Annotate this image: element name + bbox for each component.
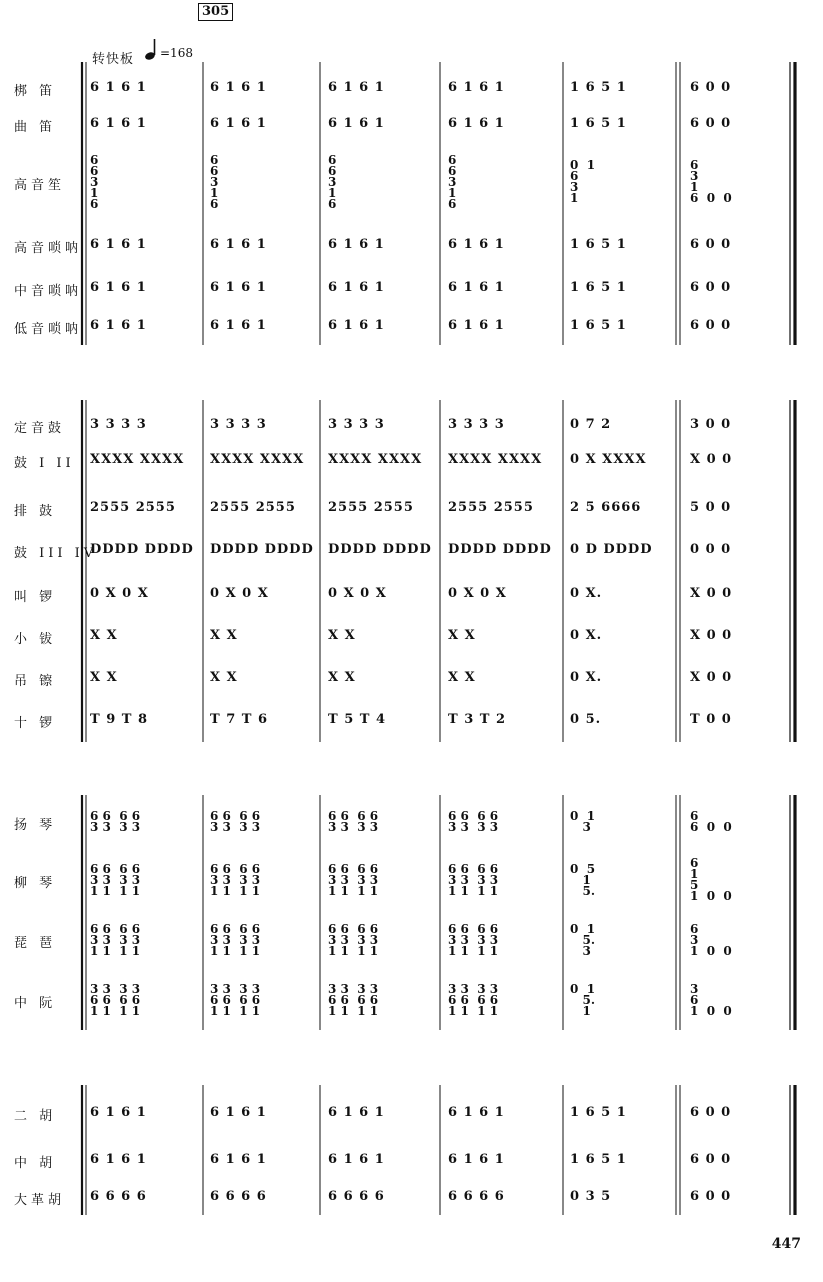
measure-cell: XXXX XXXX: [328, 452, 423, 467]
measure-cell: 2 5 6666: [570, 500, 642, 515]
measure-cell: 6 0 0: [690, 1152, 732, 1167]
measure-cell: 6 0 0: [690, 280, 732, 295]
measure-cell: T 7 T 6: [210, 712, 269, 727]
measure-cell: 6 1 6 1: [448, 280, 505, 295]
measure-cell: 6 0 0: [690, 116, 732, 131]
measure-cell: 6 6 6 6 3 3 3 3 1 1 1 1: [448, 861, 499, 898]
measure-cell: 6 1 6 1: [210, 116, 267, 131]
measure-cell: 3 6 1 0 0: [690, 981, 732, 1018]
measure-cell: 6 6 3 1 6: [448, 152, 457, 211]
measure-cell: 0 5.: [570, 712, 602, 727]
measure-cell: 6 0 0: [690, 237, 732, 252]
measure-cell: 6 6 6 6 3 3 3 3 1 1 1 1: [448, 921, 499, 958]
instrument-label: 梆 笛: [14, 84, 57, 99]
measure-cell: 0 1 5. 3: [570, 921, 596, 958]
measure-cell: 2555 2555: [90, 500, 176, 515]
measure-cell: T 0 0: [690, 712, 732, 727]
measure-cell: 6 1 6 1: [210, 318, 267, 333]
measure-cell: 2555 2555: [210, 500, 296, 515]
measure-cell: X 0 0: [690, 670, 733, 685]
instrument-label: 高音笙: [14, 178, 66, 193]
measure-cell: 6 1 6 1: [90, 80, 147, 95]
measure-cell: 6 0 0: [690, 80, 732, 95]
measure-cell: 0 X XXXX: [570, 452, 647, 467]
measure-cell: 6 1 6 1: [210, 1152, 267, 1167]
measure-cell: 6 0 0: [690, 1105, 732, 1120]
instrument-label: 二 胡: [14, 1109, 57, 1124]
measure-cell: 6 6 6 6 3 3 3 3 1 1 1 1: [328, 861, 379, 898]
instrument-label: 高音唢呐: [14, 241, 83, 256]
instrument-label: 鼓 I II: [14, 456, 75, 471]
measure-cell: 1 6 5 1: [570, 1105, 627, 1120]
instrument-label: 扬 琴: [14, 818, 57, 833]
measure-cell: 6 1 5 1 0 0: [690, 856, 732, 903]
measure-cell: 0 0 0: [690, 542, 732, 557]
measure-cell: 6 6 6 6 3 3 3 3: [90, 809, 141, 834]
measure-cell: DDDD DDDD: [210, 542, 314, 557]
instrument-label: 鼓 III IV: [14, 546, 98, 561]
measure-cell: 3 0 0: [690, 417, 732, 432]
measure-cell: XXXX XXXX: [448, 452, 543, 467]
measure-cell: 6 1 6 1: [448, 237, 505, 252]
instrument-label: 叫 锣: [14, 590, 57, 605]
measure-cell: X X: [210, 670, 238, 685]
measure-cell: 1 6 5 1: [570, 237, 627, 252]
instrument-label: 琵 琶: [14, 936, 57, 951]
measure-cell: 0 X.: [570, 586, 603, 601]
measure-cell: T 9 T 8: [90, 712, 149, 727]
measure-cell: 6 1 6 1: [448, 116, 505, 131]
measure-cell: 0 X 0 X: [210, 586, 269, 601]
measure-cell: 0 5 1 5.: [570, 861, 596, 898]
measure-cell: 6 6 6 6: [328, 1189, 385, 1204]
measure-cell: 6 6 0 0: [690, 809, 732, 834]
measure-cell: X X: [448, 628, 476, 643]
measure-cell: 3 3 3 3: [210, 417, 267, 432]
measure-cell: XXXX XXXX: [210, 452, 305, 467]
measure-cell: 3 3 3 3 6 6 6 6 1 1 1 1: [448, 981, 499, 1018]
measure-cell: 6 3 1 0 0: [690, 921, 732, 958]
instrument-label: 吊 镲: [14, 674, 57, 689]
measure-cell: 6 1 6 1: [210, 280, 267, 295]
measure-cell: 3 3 3 3: [90, 417, 147, 432]
measure-cell: 6 1 6 1: [210, 80, 267, 95]
instrument-label: 排 鼓: [14, 504, 57, 519]
instrument-label: 大革胡: [14, 1193, 66, 1208]
measure-cell: X X: [210, 628, 238, 643]
measure-cell: 5 0 0: [690, 500, 732, 515]
measure-cell: X X: [328, 628, 356, 643]
instrument-label: 中 阮: [14, 996, 57, 1011]
measure-cell: 1 6 5 1: [570, 318, 627, 333]
measure-cell: 0 X 0 X: [328, 586, 387, 601]
measure-cell: X X: [90, 628, 118, 643]
tempo-value: =168: [160, 46, 193, 60]
measure-cell: 0 X 0 X: [90, 586, 149, 601]
measure-cell: X X: [90, 670, 118, 685]
measure-cell: 6 3 1 6 0 0: [690, 158, 732, 205]
page-number: 447: [771, 1236, 801, 1252]
measure-cell: 6 1 6 1: [90, 237, 147, 252]
measure-cell: 0 3 5: [570, 1189, 612, 1204]
measure-cell: 1 6 5 1: [570, 280, 627, 295]
measure-cell: 6 6 6 6 3 3 3 3 1 1 1 1: [90, 861, 141, 898]
measure-cell: 6 6 6 6 3 3 3 3 1 1 1 1: [328, 921, 379, 958]
measure-cell: X X: [328, 670, 356, 685]
measure-cell: DDDD DDDD: [448, 542, 552, 557]
instrument-label: 低音唢呐: [14, 322, 83, 337]
instrument-label: 定音鼓: [14, 421, 66, 436]
measure-cell: 6 1 6 1: [328, 280, 385, 295]
measure-cell: 0 X.: [570, 628, 603, 643]
measure-cell: 2555 2555: [448, 500, 534, 515]
instrument-label: 中音唢呐: [14, 284, 83, 299]
measure-cell: T 3 T 2: [448, 712, 507, 727]
measure-cell: 6 6 6 6: [448, 1189, 505, 1204]
rehearsal-mark: 305: [198, 3, 233, 21]
instrument-label: 小 钹: [14, 632, 57, 647]
measure-cell: X 0 0: [690, 628, 733, 643]
measure-cell: XXXX XXXX: [90, 452, 185, 467]
measure-cell: 6 1 6 1: [328, 116, 385, 131]
measure-cell: 3 3 3 3 6 6 6 6 1 1 1 1: [210, 981, 261, 1018]
measure-cell: 6 1 6 1: [448, 80, 505, 95]
measure-cell: 6 6 6 6 3 3 3 3: [328, 809, 379, 834]
instrument-label: 曲 笛: [14, 120, 57, 135]
measure-cell: 0 1 3: [570, 809, 596, 834]
measure-cell: 6 1 6 1: [90, 280, 147, 295]
instrument-label: 柳 琴: [14, 876, 57, 891]
measure-cell: 6 6 6 6 3 3 3 3 1 1 1 1: [90, 921, 141, 958]
measure-cell: 6 6 6 6 3 3 3 3 1 1 1 1: [210, 861, 261, 898]
measure-cell: 6 6 6 6: [210, 1189, 267, 1204]
measure-cell: 6 1 6 1: [448, 318, 505, 333]
measure-cell: 6 0 0: [690, 318, 732, 333]
measure-cell: 6 6 6 6 3 3 3 3: [448, 809, 499, 834]
measure-cell: 6 6 6 6 3 3 3 3: [210, 809, 261, 834]
measure-cell: X X: [448, 670, 476, 685]
measure-cell: 0 1 6 3 1: [570, 158, 596, 205]
measure-cell: 6 1 6 1: [328, 1152, 385, 1167]
measure-cell: 0 X 0 X: [448, 586, 507, 601]
measure-cell: 6 1 6 1: [210, 237, 267, 252]
measure-cell: 6 1 6 1: [448, 1105, 505, 1120]
measure-cell: 6 1 6 1: [328, 80, 385, 95]
measure-cell: DDDD DDDD: [90, 542, 194, 557]
measure-cell: 6 1 6 1: [90, 116, 147, 131]
measure-cell: 6 6 3 1 6: [328, 152, 337, 211]
measure-cell: 0 1 5. 1: [570, 981, 596, 1018]
measure-cell: 6 6 6 6: [90, 1189, 147, 1204]
measure-cell: 6 1 6 1: [328, 237, 385, 252]
measure-cell: 0 D DDDD: [570, 542, 653, 557]
measure-cell: 6 0 0: [690, 1189, 732, 1204]
tempo-marking: 转快板: [92, 52, 135, 67]
measure-cell: DDDD DDDD: [328, 542, 432, 557]
measure-cell: 6 1 6 1: [210, 1105, 267, 1120]
measure-cell: 6 1 6 1: [90, 318, 147, 333]
measure-cell: 0 7 2: [570, 417, 612, 432]
measure-cell: 3 3 3 3 6 6 6 6 1 1 1 1: [90, 981, 141, 1018]
measure-cell: 3 3 3 3 6 6 6 6 1 1 1 1: [328, 981, 379, 1018]
measure-cell: 6 6 3 1 6: [210, 152, 219, 211]
instrument-label: 中 胡: [14, 1156, 57, 1171]
measure-cell: 6 1 6 1: [90, 1152, 147, 1167]
measure-cell: T 5 T 4: [328, 712, 387, 727]
measure-cell: 0 X.: [570, 670, 603, 685]
measure-cell: 3 3 3 3: [448, 417, 505, 432]
measure-cell: X 0 0: [690, 586, 733, 601]
measure-cell: 1 6 5 1: [570, 80, 627, 95]
measure-cell: 6 1 6 1: [328, 318, 385, 333]
measure-cell: 6 1 6 1: [448, 1152, 505, 1167]
measure-cell: 1 6 5 1: [570, 1152, 627, 1167]
measure-cell: 6 1 6 1: [90, 1105, 147, 1120]
measure-cell: 3 3 3 3: [328, 417, 385, 432]
measure-cell: 6 1 6 1: [328, 1105, 385, 1120]
measure-cell: 6 6 6 6 3 3 3 3 1 1 1 1: [210, 921, 261, 958]
measure-cell: 2555 2555: [328, 500, 414, 515]
measure-cell: X 0 0: [690, 452, 733, 467]
instrument-label: 十 锣: [14, 716, 57, 731]
measure-cell: 6 6 3 1 6: [90, 152, 99, 211]
measure-cell: 1 6 5 1: [570, 116, 627, 131]
